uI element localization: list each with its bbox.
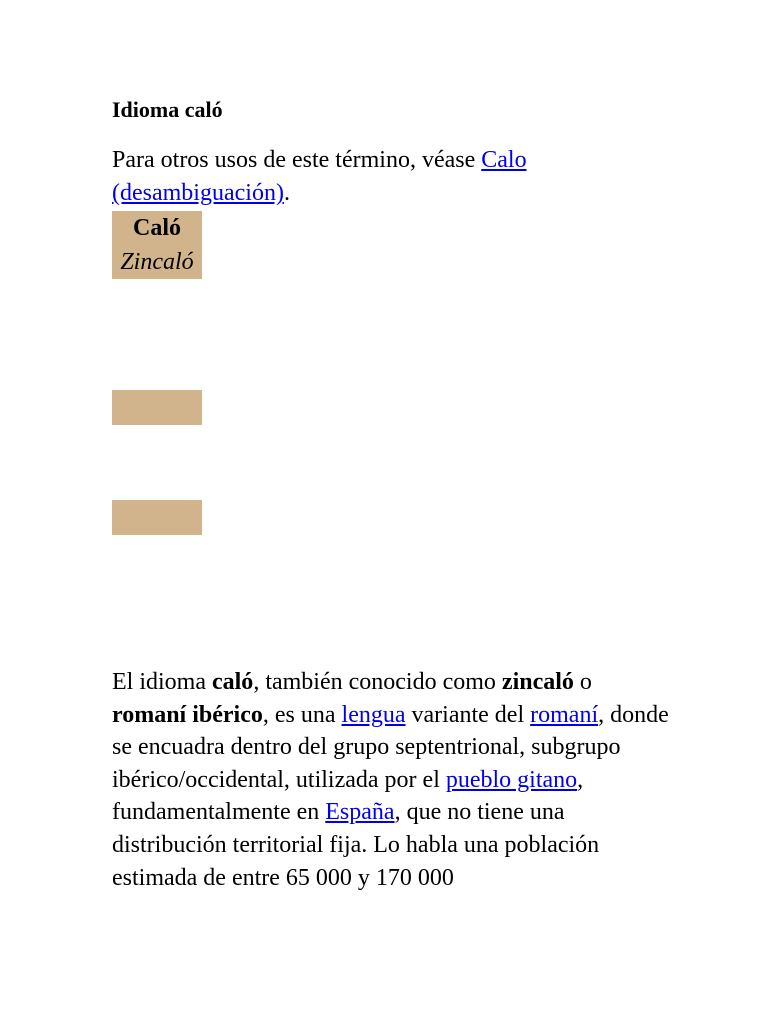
page-title: Idioma caló <box>112 97 223 122</box>
infobox-native-name: Zincaló <box>120 249 194 275</box>
text-segment: variante del <box>405 701 531 728</box>
link-lengua[interactable]: lengua <box>341 701 406 728</box>
intro-paragraph <box>112 666 672 894</box>
text-segment: , también conocido como <box>253 669 502 695</box>
hatnote <box>112 144 672 210</box>
bold-term-romani-iberico: romaní ibérico <box>112 701 263 728</box>
text-segment: , donde se encuadra dentro del grupo septentrional, subgrupo ibérico/occidental, utilizada por el <box>112 701 669 793</box>
text-segment: , fundamentalmente en <box>112 766 584 826</box>
text-segment: , es una <box>262 701 342 728</box>
link-romani[interactable]: romaní <box>530 701 599 728</box>
infobox-section-bar <box>112 390 202 425</box>
infobox-header <box>112 211 202 279</box>
link-pueblo-gitano[interactable]: pueblo gitano <box>445 766 578 793</box>
infobox-language-name: Caló <box>133 215 181 241</box>
infobox-section-bar <box>112 500 202 535</box>
hatnote-suffix: . <box>283 180 290 206</box>
text-segment: o <box>573 669 592 695</box>
bold-term-calo: caló <box>211 669 254 695</box>
hatnote-prefix: Para otros usos de este término, véase <box>112 147 482 173</box>
disambiguation-link[interactable]: Calo (desambiguación) <box>112 147 527 206</box>
text-segment: , que no tiene una distribución territorial fija. Lo habla una población estimada de entre 65 000 y 170 000 <box>112 799 600 891</box>
text-segment: El idioma <box>112 669 212 695</box>
link-espana[interactable]: España <box>325 799 395 826</box>
bold-term-zincalo: zincaló <box>501 669 574 695</box>
